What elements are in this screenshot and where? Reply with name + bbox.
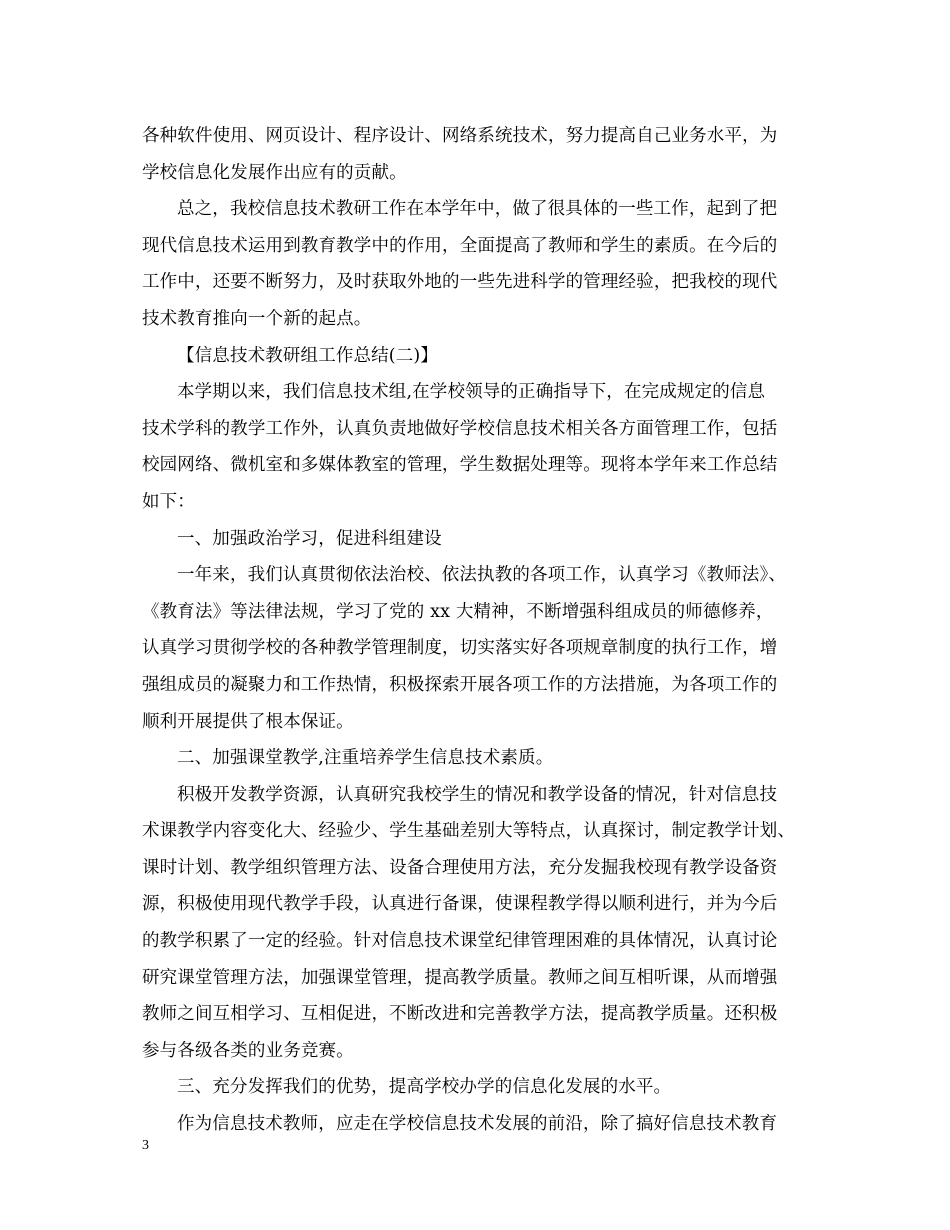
text-line: 强组成员的凝聚力和工作热情，积极探索开展各项工作的方法措施，为各项工作的 [142, 674, 778, 695]
paragraph-start-line: 本学期以来，我们信息技术组,在学校领导的正确指导下，在完成规定的信息 [177, 382, 766, 403]
section-heading: 一、加强政治学习，促进科组建设 [177, 528, 442, 549]
paragraph-start-line: 总之，我校信息技术教研工作在本学年中，做了很具体的一些工作，起到了把 [177, 199, 778, 220]
text-line: 顺利开展提供了根本保证。 [142, 711, 354, 732]
text-line: 教师之间互相学习、互相促进，不断改进和完善教学方法，提高教学质量。还积极 [142, 1004, 778, 1025]
paragraph-start-line: 一年来，我们认真贯彻依法治校、依法执教的各项工作，认真学习《教师法》、 [177, 565, 786, 586]
section-title: 【信息技术教研组工作总结(二)】 [177, 345, 439, 366]
text-line: 研究课堂管理方法，加强课堂管理，提高教学质量。教师之间互相听课，从而增强 [142, 967, 778, 988]
text-line: 现代信息技术运用到教育教学中的作用，全面提高了教师和学生的素质。在今后的 [142, 235, 778, 256]
text-line: 校园网络、微机室和多媒体教室的管理，学生数据处理等。现将本学年来工作总结 [142, 455, 778, 476]
section-heading: 二、加强课堂教学,注重培养学生信息技术素质。 [177, 748, 554, 769]
text-line: 如下： [142, 491, 195, 512]
text-line: 技术教育推向一个新的起点。 [142, 308, 372, 329]
text-line: 的教学积累了一定的经验。针对信息技术课堂纪律管理困难的具体情况，认真讨论 [142, 931, 778, 952]
text-line: 源，积极使用现代教学手段，认真进行备课，使课程教学得以顺利进行，并为今后 [142, 894, 778, 915]
text-line: 《教育法》等法律法规，学习了党的 xx 大精神，不断增强科组成员的师德修养， [142, 601, 774, 622]
page-number: 3 [142, 1138, 149, 1153]
text-line: 术课教学内容变化大、经验少、学生基础差别大等特点，认真探讨，制定教学计划、 [142, 821, 796, 842]
text-line: 工作中，还要不断努力，及时获取外地的一些先进科学的管理经验，把我校的现代 [142, 272, 778, 293]
document-body [142, 118, 810, 1143]
text-line: 课时计划、教学组织管理方法、设备合理使用方法，充分发掘我校现有教学设备资 [142, 857, 778, 878]
section-heading: 三、充分发挥我们的优势，提高学校办学的信息化发展的水平。 [177, 1077, 672, 1098]
text-line: 技术学科的教学工作外，认真负责地做好学校信息技术相关各方面管理工作，包括 [142, 418, 778, 439]
text-line: 学校信息化发展作出应有的贡献。 [142, 162, 407, 183]
text-line: 认真学习贯彻学校的各种教学管理制度，切实落实好各项规章制度的执行工作，增 [142, 638, 778, 659]
paragraph-start-line: 作为信息技术教师，应走在学校信息技术发展的前沿，除了搞好信息技术教育 [177, 1114, 778, 1135]
paragraph-start-line: 积极开发教学资源，认真研究我校学生的情况和教学设备的情况，针对信息技 [177, 784, 778, 805]
text-line: 各种软件使用、网页设计、程序设计、网络系统技术，努力提高自己业务水平，为 [142, 126, 778, 146]
text-line: 参与各级各类的业务竞赛。 [142, 1040, 354, 1061]
